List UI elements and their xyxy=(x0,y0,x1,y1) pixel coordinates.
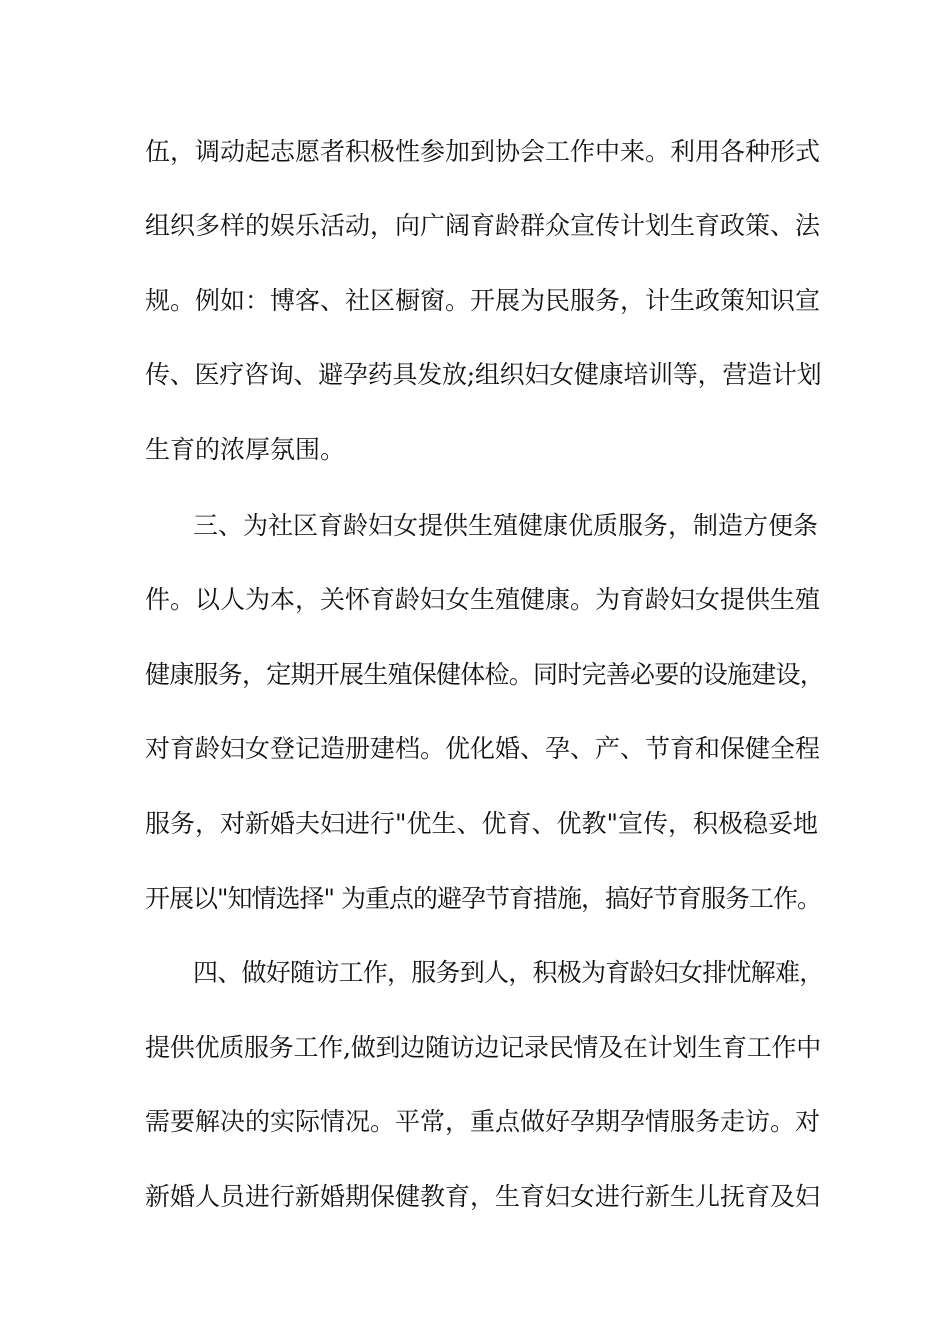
text-line: 生育的浓厚氛围。 xyxy=(145,435,346,464)
text-line: 传、医疗咨询、避孕药具发放;组织妇女健康培训等，营造计划 xyxy=(145,360,822,389)
text-line: 开展以"知情选择" 为重点的避孕节育措施，搞好节育服务工作。 xyxy=(145,884,821,913)
text-line: 组织多样的娱乐活动，向广阔育龄群众宣传计划生育政策、法 xyxy=(145,211,821,240)
text-line: 需要解决的实际情况。平常，重点做好孕期孕情服务走访。对 xyxy=(145,1107,821,1136)
paragraph-start-line: 四、做好随访工作，服务到人，积极为育龄妇女排忧解难， xyxy=(193,958,824,987)
text-line: 服务，对新婚夫妇进行"优生、优育、优教"宣传，积极稳妥地 xyxy=(145,809,819,838)
text-line: 对育龄妇女登记造册建档。优化婚、孕、产、节育和保健全程 xyxy=(145,734,821,763)
text-line: 提供优质服务工作,做到边随访边记录民情及在计划生育工作中 xyxy=(145,1033,821,1062)
text-line: 规。例如：博客、社区橱窗。开展为民服务，计生政策知识宣 xyxy=(145,286,821,315)
text-line: 伍，调动起志愿者积极性参加到协会工作中来。利用各种形式 xyxy=(145,137,821,166)
text-line: 件。以人为本，关怀育龄妇女生殖健康。为育龄妇女提供生殖 xyxy=(145,585,821,614)
paragraph-start-line: 三、为社区育龄妇女提供生殖健康优质服务，制造方便条 xyxy=(193,511,819,540)
text-line: 健康服务，定期开展生殖保健体检。同时完善必要的设施建设， xyxy=(145,660,825,689)
text-line: 新婚人员进行新婚期保健教育，生育妇女进行新生儿抚育及妇 xyxy=(145,1182,821,1211)
